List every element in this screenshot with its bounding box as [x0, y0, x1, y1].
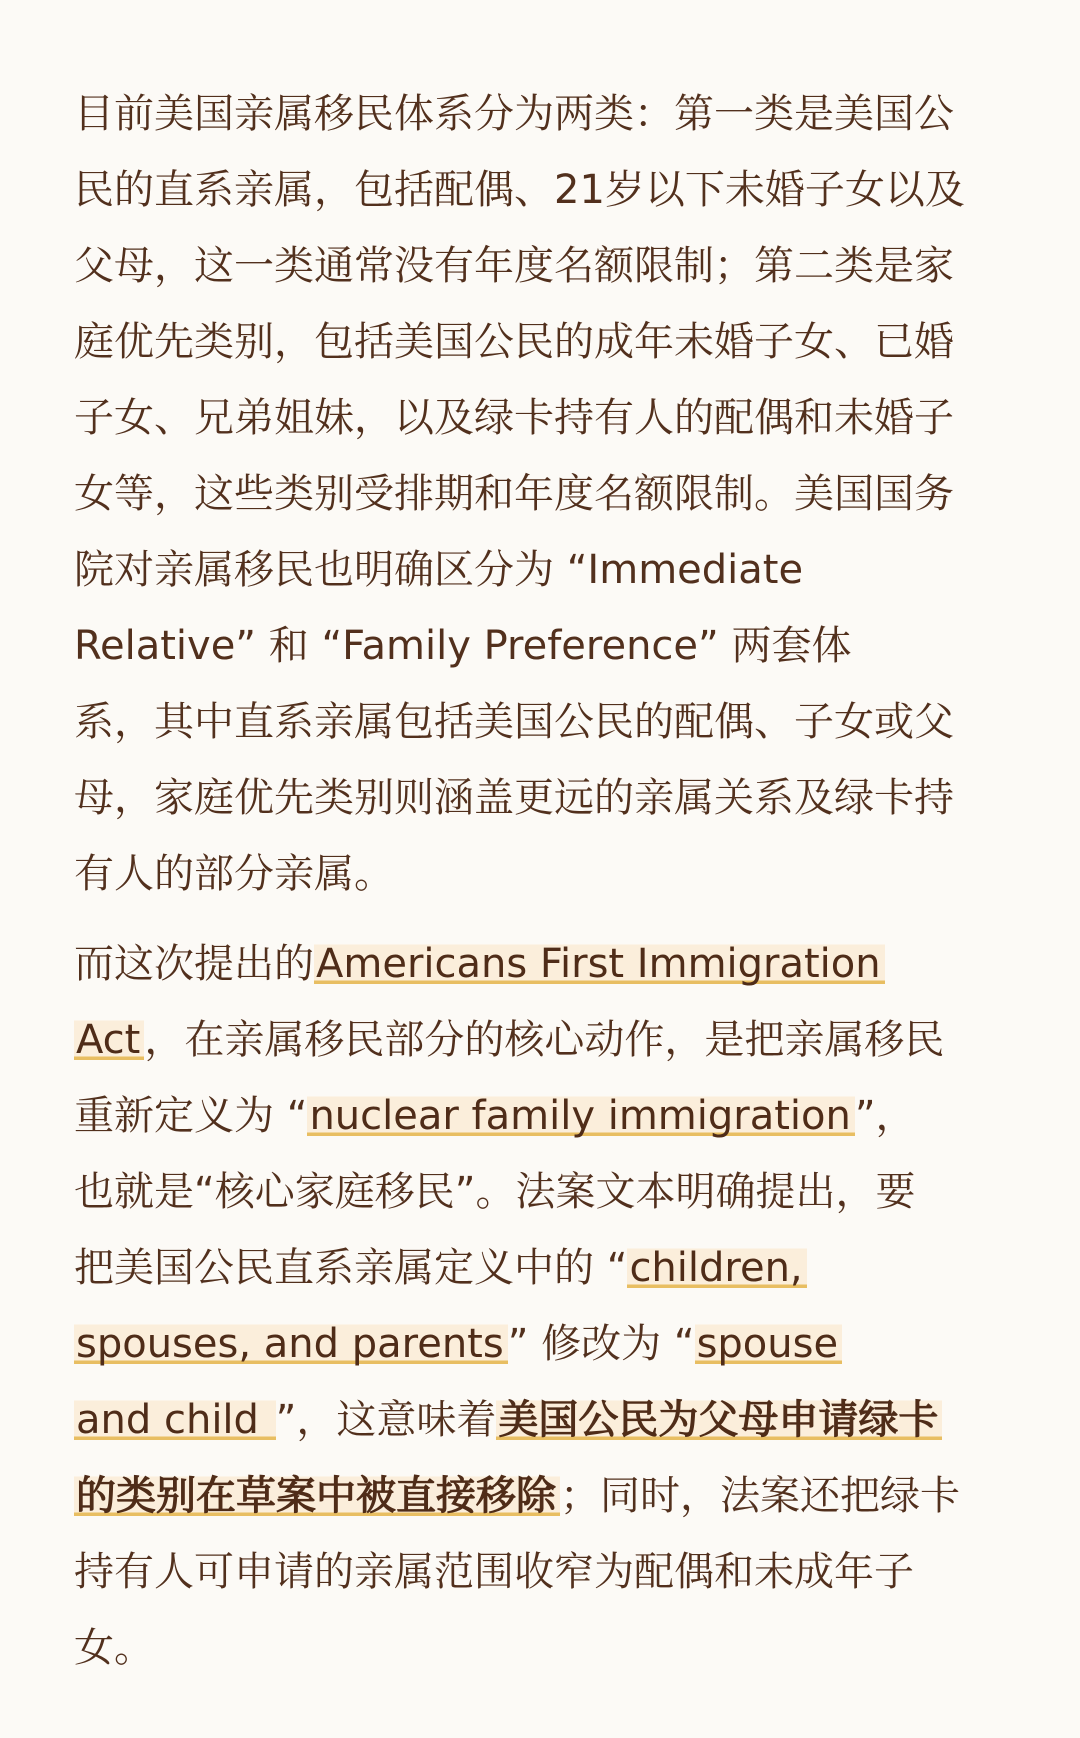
plain-text: 而这次提出的	[74, 941, 314, 987]
text-line	[74, 1078, 1034, 1154]
text-line: 院对亲属移民也明确区分为 “Immediate	[74, 547, 804, 593]
highlight-nuclear-family: nuclear family immigration	[307, 1093, 854, 1139]
plain-text: ，在亲属移民部分的核心动作，是把亲属移民	[144, 1017, 945, 1063]
text-line: 有人的部分亲属。	[74, 851, 394, 897]
text-line	[74, 1458, 1034, 1534]
plain-text: 把美国公民直系亲属定义中的 “	[74, 1245, 628, 1291]
plain-text: ”，	[854, 1093, 916, 1139]
paragraph-americans-first-act	[74, 926, 1034, 1686]
highlight-parents-removed-cont: 的类别在草案中被直接移除	[74, 1473, 560, 1519]
text-line: 民的直系亲属，包括配偶、21岁以下未婚子女以及	[74, 167, 965, 213]
highlight-act-name-cont: Act	[74, 1017, 144, 1063]
text-line	[74, 1306, 1034, 1382]
text-line: 目前美国亲属移民体系分为两类：第一类是美国公	[74, 91, 954, 137]
article-body	[74, 76, 1034, 1686]
text-line: 庭优先类别，包括美国公民的成年未婚子女、已婚	[74, 319, 954, 365]
text-line: 母，家庭优先类别则涵盖更远的亲属关系及绿卡持	[74, 775, 954, 821]
highlight-old-definition: children,	[627, 1245, 806, 1291]
paragraph-family-immigration-overview	[74, 76, 1034, 912]
text-line	[74, 1382, 1034, 1458]
plain-text: ；同时，法案还把绿卡	[560, 1473, 960, 1519]
highlight-old-definition-cont: spouses, and parents	[74, 1321, 508, 1367]
plain-text: 重新定义为 “	[74, 1093, 308, 1139]
highlight-act-name: Americans First Immigration	[314, 941, 885, 987]
text-line	[74, 1002, 1034, 1078]
text-line: 也就是“核心家庭移民”。法案文本明确提出，要	[74, 1169, 916, 1215]
text-line: 女。	[74, 1625, 154, 1671]
text-line: 子女、兄弟姐妹，以及绿卡持有人的配偶和未婚子	[74, 395, 954, 441]
text-line: 持有人可申请的亲属范围收窄为配偶和未成年子	[74, 1549, 914, 1595]
text-line: 女等，这些类别受排期和年度名额限制。美国国务	[74, 471, 954, 517]
text-line: 系，其中直系亲属包括美国公民的配偶、子女或父	[74, 699, 954, 745]
highlight-new-definition-cont: and child	[74, 1397, 276, 1443]
text-line	[74, 926, 1034, 1002]
text-line: 父母，这一类通常没有年度名额限制；第二类是家	[74, 243, 954, 289]
text-line: Relative” 和 “Family Preference” 两套体	[74, 623, 852, 669]
highlight-parents-removed: 美国公民为父母申请绿卡	[496, 1397, 942, 1443]
highlight-new-definition: spouse	[695, 1321, 843, 1367]
plain-text: ”，这意味着	[275, 1397, 497, 1443]
plain-text: ” 修改为 “	[507, 1321, 695, 1367]
text-line	[74, 1230, 1034, 1306]
